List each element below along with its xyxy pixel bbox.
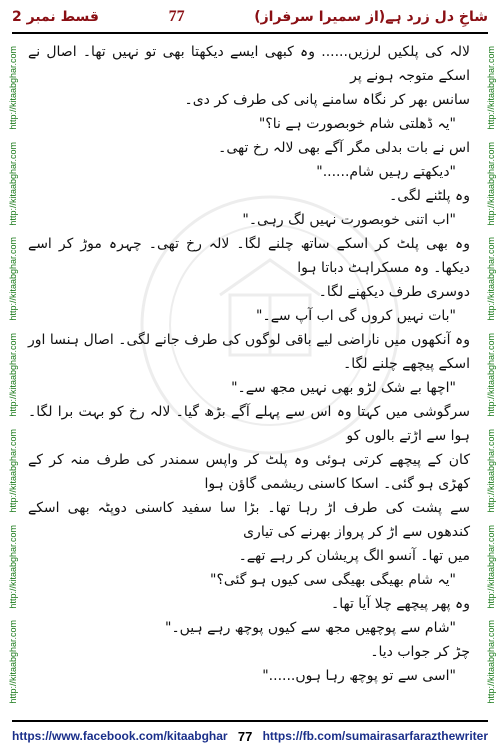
dialogue-line: "بات نہیں کروں گی اب آپ سے۔": [256, 308, 456, 324]
side-url: http://kitaabghar.com: [486, 524, 496, 609]
facebook-link[interactable]: https://www.facebook.com/kitaabghar: [12, 729, 228, 743]
dialogue-line: "یہ ڈھلتی شام خوبصورت ہے نا؟": [258, 116, 456, 132]
text-line: وہ پلٹنے لگی۔: [389, 188, 470, 204]
side-url: http://kitaabghar.com: [486, 237, 496, 322]
side-url: http://kitaabghar.com: [8, 620, 18, 704]
author-facebook-link[interactable]: https://fb.com/sumairasarfarazthewriter: [262, 729, 488, 743]
side-url: http://kitaabghar.com: [486, 141, 496, 226]
text-line: چڑ کر جواب دیا۔: [370, 644, 470, 660]
side-url: http://kitaabghar.com: [8, 237, 18, 322]
side-url: http://kitaabghar.com: [486, 428, 496, 513]
header-page-number: 77: [168, 8, 185, 25]
text-line: سانس بھر کر نگاہ سامنے پانی کی طرف کر دی۔: [184, 92, 470, 108]
side-url: http://kitaabghar.com: [8, 333, 18, 417]
episode-label: قسط نمبر 2: [12, 9, 99, 25]
side-url: http://kitaabghar.com: [486, 333, 496, 417]
footer-page-number: 77: [237, 728, 253, 744]
text-line: سے پشت کی طرف اڑ رہا تھا۔ بڑا سا سفید کاسنی دوپٹہ بھی اسکے کندھوں سے اڑ کر پرواز بھرنے کی تیاری: [28, 500, 470, 540]
text-line: وہ آنکھوں میں ناراضی لیے باقی لوگوں کی طرف جانے لگی۔ اصال ہنسا اور اسکے پیچھے چلنے لگا۔: [28, 332, 470, 372]
text-line: میں تھا۔ آنسو الگ پریشان کر رہے تھے۔: [238, 548, 470, 564]
novel-title: شاخِ دل زرد ہے(از سمیرا سرفراز): [254, 9, 488, 25]
left-side-watermarks: [6, 40, 20, 710]
text-line: وہ بھی پلٹ کر اسکے ساتھ چلنے لگا۔ لالہ رخ تھی۔ چہرہ موڑ کر اسے دیکھا۔ وہ مسکراہٹ دباتا ہوا: [28, 236, 470, 276]
right-side-watermarks: [484, 40, 498, 710]
text-line: وہ پھر پیچھے چلا آیا تھا۔: [331, 596, 470, 612]
dialogue-line: "اب اتنی خوبصورت نہیں لگ رہی۔": [242, 212, 456, 228]
text-line: لالہ کی پلکیں لرزیں...... وہ کبھی ایسے دیکھتا بھی تو نہیں تھا۔ اصال نے اسکے متوجہ ہونے پر: [28, 44, 470, 84]
dialogue-line: "شام سے پوچھیں مجھ سے کیوں پوچھ رہے ہیں۔": [165, 620, 456, 636]
header-divider: [12, 32, 488, 34]
dialogue-line: "اچھا بے شک لڑو بھی نہیں مجھ سے۔": [231, 380, 456, 396]
dialogue-line: "یہ شام بھیگی بھیگی سی کیوں ہو گئی؟": [210, 572, 456, 588]
page-header: [12, 4, 488, 30]
dialogue-line: "اسی سے تو پوچھ رہا ہوں......": [262, 668, 456, 684]
side-url: http://kitaabghar.com: [8, 524, 18, 609]
story-text: [28, 40, 470, 715]
footer-divider: [12, 720, 488, 722]
page-footer: [12, 726, 488, 746]
text-line: سرگوشی میں کہتا وہ اس سے پہلے آگے بڑھ گیا۔ لالہ رخ کو بہت برا لگا۔ ہوا سے اڑتے بالوں کو: [28, 404, 470, 444]
text-line: اس نے بات بدلی مگر آگے بھی لالہ رخ تھی۔: [218, 140, 470, 156]
side-url: http://kitaabghar.com: [486, 46, 496, 130]
side-url: http://kitaabghar.com: [8, 428, 18, 513]
side-url: http://kitaabghar.com: [8, 46, 18, 130]
text-line: دوسری طرف دیکھنے لگا۔: [318, 284, 470, 300]
side-url: http://kitaabghar.com: [486, 620, 496, 704]
text-line: کان کے پیچھے کرتی ہوئی وہ پلٹ کر واپس سمندر کی طرف منہ کر کے کھڑی ہو گئی۔ اسکا کاسنی ریشمی گاؤن ہوا: [28, 452, 470, 492]
side-url: http://kitaabghar.com: [8, 141, 18, 226]
dialogue-line: "دیکھتے رہیں شام......": [316, 164, 456, 180]
